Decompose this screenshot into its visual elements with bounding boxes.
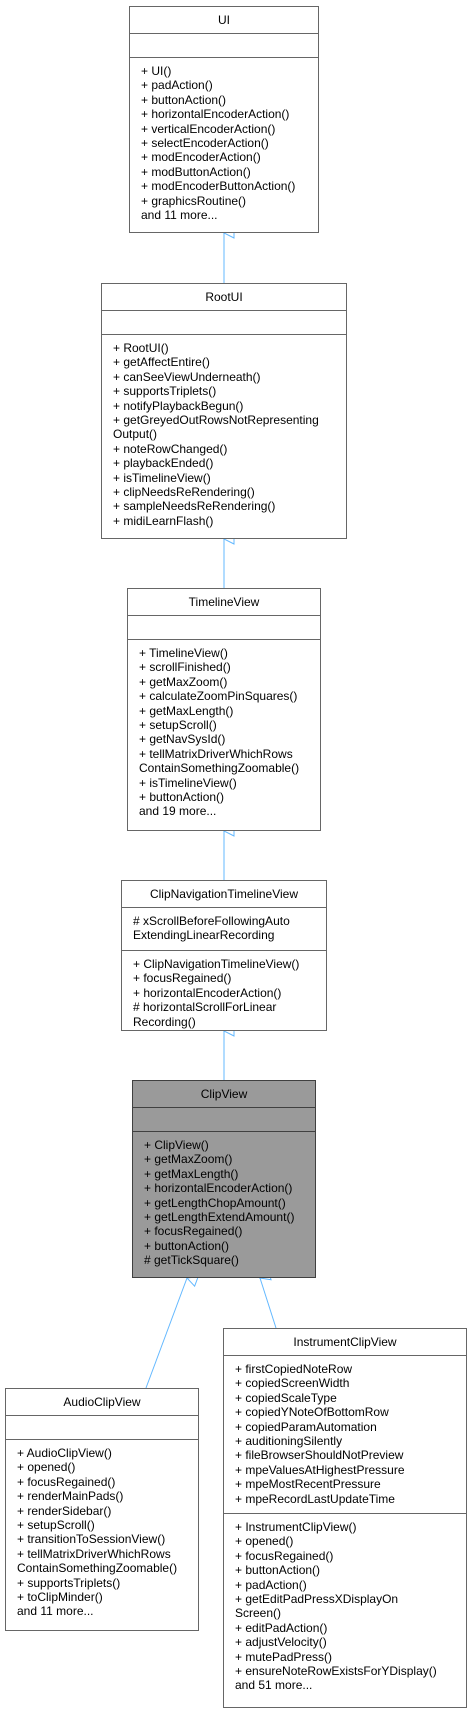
member-line[interactable]: + focusRegained() <box>144 1224 243 1239</box>
class-box-clipview[interactable] <box>132 1080 316 1278</box>
member-line[interactable]: + getMaxZoom() <box>139 674 228 689</box>
member-line[interactable]: + clipNeedsReRendering() <box>113 485 255 500</box>
class-name: ClipView <box>133 1081 315 1108</box>
member-line[interactable]: + AudioClipView() <box>17 1446 112 1460</box>
member-line[interactable]: + fileBrowserShouldNotPreview <box>235 1448 404 1463</box>
member-line[interactable]: + ClipNavigationTimelineView() <box>133 957 300 971</box>
member-line[interactable]: + renderMainPads() <box>17 1489 124 1504</box>
member-line[interactable]: + ClipView() <box>144 1138 209 1152</box>
member-line[interactable]: + getGreyedOutRowsNotRepresenting <box>113 413 319 428</box>
member-line[interactable]: and 11 more... <box>141 208 218 223</box>
methods-section <box>102 335 346 528</box>
member-line[interactable]: ContainSomethingZoomable() <box>17 1561 178 1576</box>
attributes-section <box>130 34 318 58</box>
member-line[interactable]: + padAction() <box>141 78 213 93</box>
member-line[interactable]: + supportsTriplets() <box>17 1575 121 1590</box>
member-line[interactable]: + focusRegained() <box>235 1548 334 1563</box>
member-line[interactable]: + canSeeViewUnderneath() <box>113 369 261 384</box>
member-line[interactable]: + midiLearnFlash() <box>113 513 214 528</box>
member-line[interactable]: + noteRowChanged() <box>113 441 228 456</box>
member-line[interactable]: + mutePadPress() <box>235 1649 333 1664</box>
member-line[interactable]: + ensureNoteRowExistsForYDisplay() <box>235 1664 437 1679</box>
edge-audioclipview-to-clipview <box>146 1278 187 1388</box>
member-line[interactable]: + getMaxLength() <box>144 1166 239 1181</box>
member-line[interactable]: + verticalEncoderAction() <box>141 121 276 136</box>
member-line[interactable]: + scrollFinished() <box>139 660 231 675</box>
member-line[interactable]: + copiedYNoteOfBottomRow <box>235 1405 389 1420</box>
member-line[interactable]: + mpeValuesAtHighestPressure <box>235 1462 405 1477</box>
member-line[interactable]: ExtendingLinearRecording <box>133 928 275 943</box>
member-line[interactable]: Screen() <box>235 1606 282 1621</box>
member-line[interactable]: + modEncoderAction() <box>141 150 261 165</box>
member-line[interactable]: + firstCopiedNoteRow <box>235 1362 353 1376</box>
member-line[interactable]: + modEncoderButtonAction() <box>141 179 296 194</box>
member-line[interactable]: + copiedScaleType <box>235 1390 337 1405</box>
member-line[interactable]: + setupScroll() <box>17 1518 95 1533</box>
member-line[interactable]: + selectEncoderAction() <box>141 136 269 151</box>
member-line[interactable]: + adjustVelocity() <box>235 1635 327 1650</box>
member-line[interactable]: + isTimelineView() <box>113 470 211 485</box>
member-line[interactable]: + buttonAction() <box>139 790 225 805</box>
methods-section <box>224 1514 466 1693</box>
member-line[interactable]: + setupScroll() <box>139 718 217 733</box>
member-line[interactable]: + copiedParamAutomation <box>235 1419 377 1434</box>
member-line[interactable]: + renderSidebar() <box>17 1503 112 1518</box>
member-line[interactable]: + buttonAction() <box>144 1238 230 1253</box>
class-box-rootui[interactable] <box>101 283 347 539</box>
member-line[interactable]: Recording() <box>133 1014 196 1029</box>
attributes-section <box>133 1108 315 1132</box>
class-name: AudioClipView <box>6 1389 198 1416</box>
member-line[interactable]: + opened() <box>235 1534 294 1549</box>
member-line[interactable]: # horizontalScrollForLinear <box>133 1000 277 1015</box>
member-line[interactable]: + tellMatrixDriverWhichRows <box>139 746 293 761</box>
member-line[interactable]: + getMaxZoom() <box>144 1152 233 1167</box>
member-line[interactable]: and 51 more... <box>235 1678 313 1693</box>
class-box-audioclipview[interactable] <box>5 1388 199 1631</box>
member-line[interactable]: + getLengthExtendAmount() <box>144 1210 295 1225</box>
member-line[interactable]: + supportsTriplets() <box>113 384 217 399</box>
class-name: InstrumentClipView <box>224 1329 466 1356</box>
member-line[interactable]: + getAffectEntire() <box>113 355 210 370</box>
class-name: TimelineView <box>128 589 320 616</box>
member-line[interactable]: + InstrumentClipView() <box>235 1520 357 1534</box>
member-line[interactable]: + playbackEnded() <box>113 456 214 471</box>
member-line[interactable]: + calculateZoomPinSquares() <box>139 689 298 704</box>
member-line[interactable]: # xScrollBeforeFollowingAuto <box>133 914 290 928</box>
member-line[interactable]: + focusRegained() <box>133 971 232 986</box>
member-line[interactable]: + getMaxLength() <box>139 703 234 718</box>
attributes-section <box>102 311 346 335</box>
class-box-instrumentclipview[interactable] <box>223 1328 467 1708</box>
member-line[interactable]: and 11 more... <box>17 1604 94 1619</box>
methods-section <box>122 951 326 1029</box>
member-line[interactable]: + getLengthChopAmount() <box>144 1195 286 1210</box>
edge-instrumentclipview-to-clipview <box>260 1278 276 1328</box>
member-line[interactable]: + horizontalEncoderAction() <box>141 107 290 122</box>
member-line[interactable]: + isTimelineView() <box>139 775 237 790</box>
member-line[interactable]: + mpeMostRecentPressure <box>235 1477 381 1492</box>
member-line[interactable]: Output() <box>113 427 158 442</box>
member-line[interactable]: and 19 more... <box>139 804 217 819</box>
member-line[interactable]: + graphicsRoutine() <box>141 193 247 208</box>
methods-section <box>6 1440 198 1619</box>
attributes-section <box>6 1416 198 1440</box>
member-line[interactable]: + editPadAction() <box>235 1620 328 1635</box>
class-name: ClipNavigationTimelineView <box>122 881 326 908</box>
member-line[interactable]: ContainSomethingZoomable() <box>139 761 300 776</box>
member-line[interactable]: # getTickSquare() <box>144 1253 239 1268</box>
member-line[interactable]: + auditioningSilently <box>235 1434 343 1449</box>
class-box-ui[interactable] <box>129 6 319 233</box>
member-line[interactable]: + mpeRecordLastUpdateTime <box>235 1491 395 1506</box>
class-name: RootUI <box>102 284 346 311</box>
member-line[interactable]: + modButtonAction() <box>141 164 251 179</box>
class-name: UI <box>130 7 318 34</box>
attributes-section <box>122 908 326 951</box>
member-line[interactable]: + TimelineView() <box>139 646 228 660</box>
member-line[interactable]: + toClipMinder() <box>17 1590 103 1605</box>
member-line[interactable]: + transitionToSessionView() <box>17 1532 166 1547</box>
methods-section <box>133 1132 315 1268</box>
class-box-clip-navigation-timeline-view[interactable] <box>121 880 327 1031</box>
member-line[interactable]: + getNavSysId() <box>139 732 226 747</box>
member-line[interactable]: + copiedScreenWidth <box>235 1376 350 1391</box>
member-line[interactable]: + RootUI() <box>113 341 169 355</box>
member-line[interactable]: + buttonAction() <box>235 1563 321 1578</box>
methods-section <box>128 640 320 819</box>
member-line[interactable]: + horizontalEncoderAction() <box>144 1181 293 1196</box>
member-line[interactable]: + horizontalEncoderAction() <box>133 985 282 1000</box>
member-line[interactable]: + focusRegained() <box>17 1474 116 1489</box>
member-line[interactable]: + buttonAction() <box>141 92 227 107</box>
member-line[interactable]: + opened() <box>17 1460 76 1475</box>
attributes-section <box>224 1356 466 1514</box>
methods-section <box>130 58 318 222</box>
member-line[interactable]: + UI() <box>141 64 172 78</box>
member-line[interactable]: + padAction() <box>235 1577 307 1592</box>
member-line[interactable]: + notifyPlaybackBegun() <box>113 398 244 413</box>
member-line[interactable]: + getEditPadPressXDisplayOn <box>235 1592 399 1607</box>
member-line[interactable]: + tellMatrixDriverWhichRows <box>17 1546 171 1561</box>
attributes-section <box>128 616 320 640</box>
class-box-timelineview[interactable] <box>127 588 321 831</box>
member-line[interactable]: + sampleNeedsReRendering() <box>113 499 276 514</box>
